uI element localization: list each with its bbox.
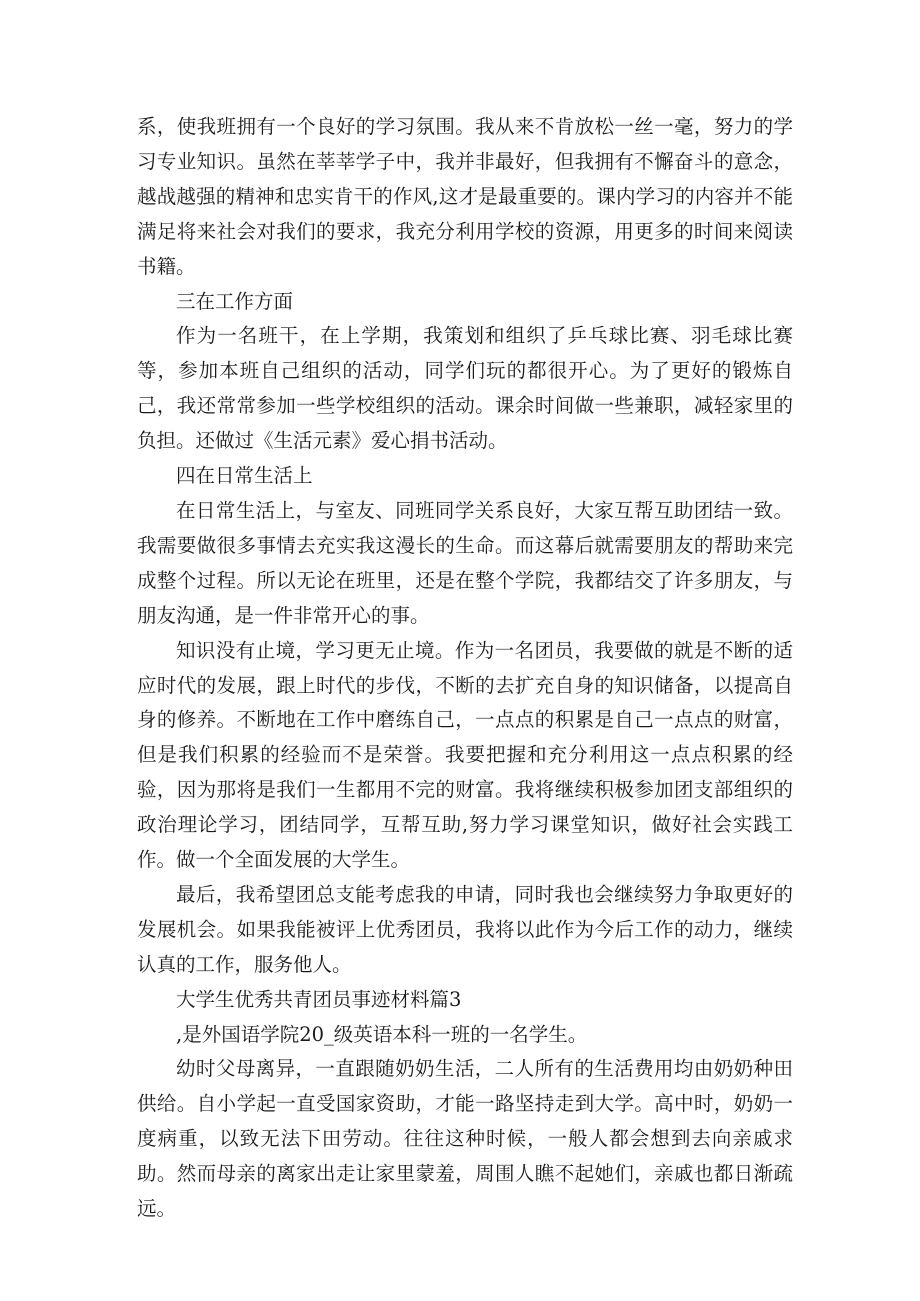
section-heading-daily-life: 四在日常生活上 bbox=[176, 464, 313, 488]
paragraph-knowledge: 知识没有止境，学习更无止境。作为一名团员，我要做的就是不断的适应时代的发展，跟上时代的步伐，不断的去扩充自身的知识储备，以提高自身的修养。不断地在工作中磨练自己，一点点的积累是自己一点点的财富，但是我们积累的经验而不是荣誉。我要把握和充分利用这一点点积累的经验，因为那将是我们一生都用不完的财富。我将继续积极参加团支部组织的政治理论学习，团结同学，互帮互助,努力学习课堂知识，做好社会实践工作。做一个全面发展的大学生。 bbox=[137, 638, 793, 872]
paragraph-student-intro: ,是外国语学院20_级英语本科一班的一名学生。 bbox=[176, 1022, 588, 1046]
paragraph-class-atmosphere: 系，使我班拥有一个良好的学习氛围。我从来不肯放松一丝一毫，努力的学习专业知识。虽然在莘莘学子中，我并非最好，但我拥有不懈奋斗的意念，越战越强的精神和忠实肯干的作风,这才是最重要的。课内学习的内容并不能满足将来社会对我们的要求，我充分利用学校的资源，用更多的时间来阅读书籍。 bbox=[137, 115, 793, 278]
paragraph-daily-life: 在日常生活上，与室友、同班同学关系良好，大家互帮互助团结一致。我需要做很多事情去充实我这漫长的生命。而这幕后就需要朋友的帮助来完成整个过程。所以无论在班里，还是在整个学院，我都结交了许多朋友，与朋友沟通，是一件非常开心的事。 bbox=[137, 498, 793, 627]
paragraph-work: 作为一名班干，在上学期，我策划和组织了乒乓球比赛、羽毛球比赛等，参加本班自己组织的活动，同学们玩的都很开心。为了更好的锻炼自己，我还常常参加一些学校组织的活动。课余时间做一些兼职，减轻家里的负担。还做过《生活元素》爱心捐书活动。 bbox=[137, 324, 793, 453]
paragraph-childhood: 幼时父母离异，一直跟随奶奶生活，二人所有的生活费用均由奶奶种田供给。自小学起一直受国家资助，才能一路坚持走到大学。高中时，奶奶一度病重，以致无法下田劳动。往往这种时候，一般人都会想到去向亲戚求助。然而母亲的离家出走让家里蒙羞，周围人瞧不起她们，亲戚也都日渐疏远。 bbox=[137, 1057, 793, 1221]
paragraph-closing: 最后，我希望团总支能考虑我的申请，同时我也会继续努力争取更好的发展机会。如果我能被评上优秀团员，我将以此作为今后工作的动力，继续认真的工作，服务他人。 bbox=[137, 882, 793, 976]
document-body bbox=[137, 110, 793, 1227]
section-heading-part3: 大学生优秀共青团员事迹材料篇3 bbox=[176, 987, 462, 1011]
section-heading-work: 三在工作方面 bbox=[176, 289, 294, 313]
